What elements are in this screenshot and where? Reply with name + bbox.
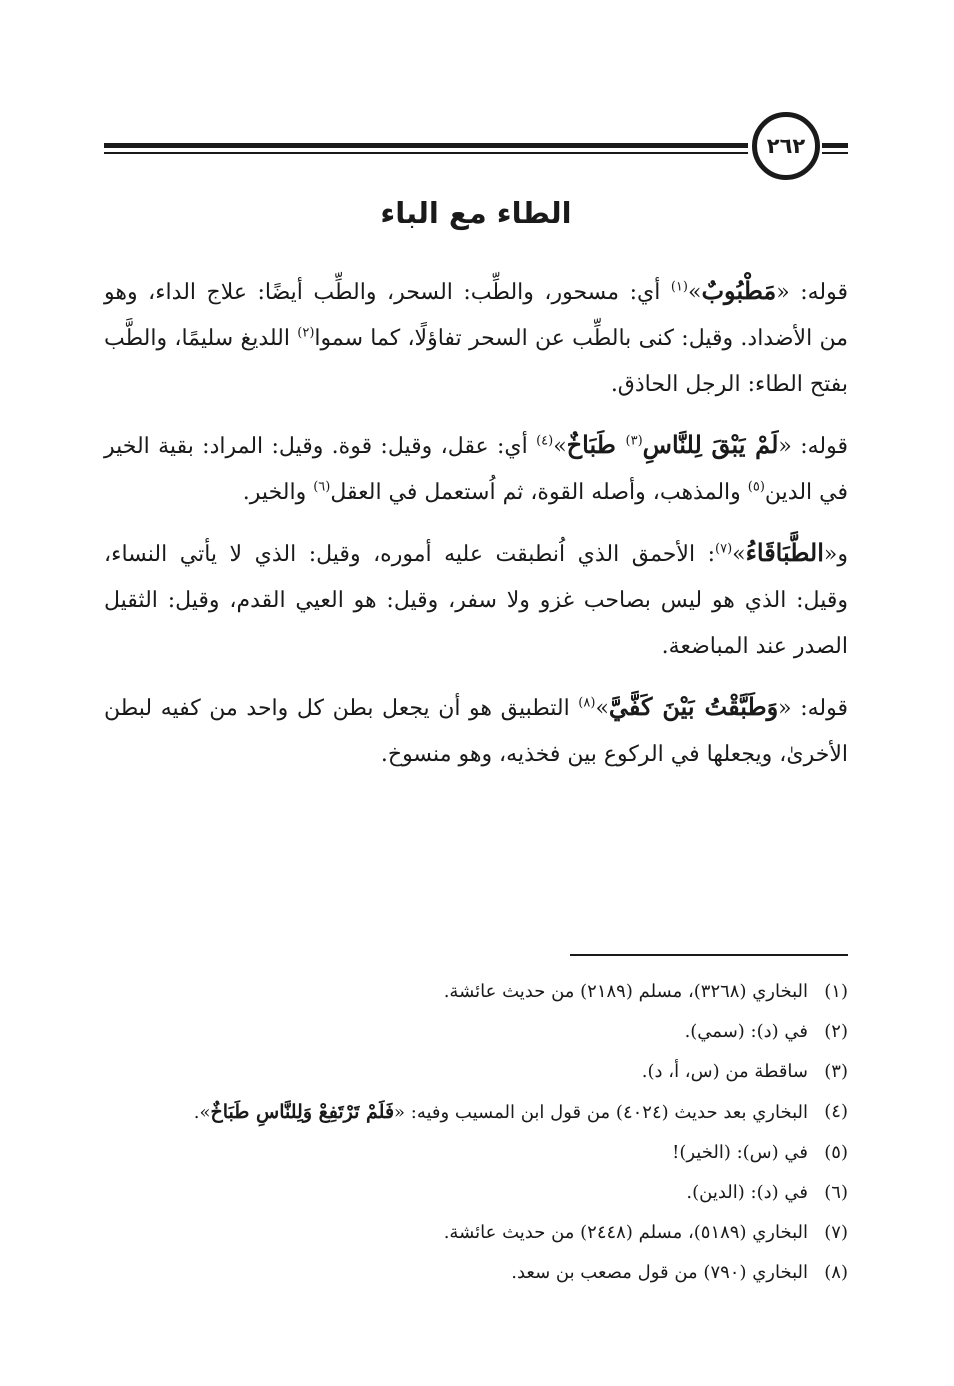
footnote-number: (٥) [824,1142,848,1163]
text-run: » [553,434,567,459]
footnote-7 [104,1213,848,1253]
text-run: التطبيق هو أن يجعل بطن كل واحد من كفيه لبطن الأخرىٰ، ويجعلها في الركوع بين فخذيه، وهو منسوخ. [104,696,848,767]
page-number: ٢٦٢ [752,112,820,180]
footnote-number: (٢) [824,1021,848,1042]
footnote-text [194,1092,808,1133]
section-title: الطاء مع الباء [380,196,572,230]
text-run: والمذهب، وأصله القوة، ثم اُستعمل في العقل [330,480,748,505]
text-run: البخاري بعد حديث (٤٠٢٤) من قول ابن المسيب وفيه: « [394,1102,808,1123]
footnote-ref-7[interactable]: (٧) [715,541,733,557]
paragraph-4 [104,684,848,778]
header-rule-thin [104,152,748,154]
footnote-number: (٨) [824,1262,848,1283]
text-run: اللديغ سليمًا، والطَّب بفتح الطاء: الرجل الحاذق. [104,326,848,397]
keyword: مَطْبُوبٌ [701,276,777,305]
footnote-text: في (د): (الدين). [686,1182,808,1203]
footnote-ref-3[interactable]: (٣) [625,433,643,449]
footnote-ref-4[interactable]: (٤) [536,433,554,449]
footnote-ref-6[interactable]: (٦) [313,479,331,495]
footnote-ref-5[interactable]: (٥) [747,479,765,495]
keyword: لَمْ يَبْقَ لِلنَّاسِ [642,430,779,459]
keyword: فَلَمْ تَرْتَفِعْ وَلِلنَّاسِ طَبَاخٌ [210,1101,395,1123]
footnote-text: ساقطة من (س، أ، د). [641,1061,808,1082]
paragraph-2 [104,422,848,516]
footnote-separator [570,954,848,956]
keyword: الطَّبَاقَاءُ [745,538,824,567]
footnote-1 [104,972,848,1012]
footnote-ref-1[interactable]: (١) [670,279,688,295]
footnote-8 [104,1253,848,1293]
footnote-text: البخاري (٧٩٠) من قول مصعب بن سعد. [511,1262,808,1283]
text-run: ». [193,1102,211,1123]
footnote-text: في (س): (الخير)! [672,1142,808,1163]
footnote-6 [104,1173,848,1213]
header-rule-stub-thin [822,152,848,154]
main-text [104,268,848,792]
footnote-4 [104,1092,848,1133]
footnote-number: (٤) [824,1101,848,1122]
footnote-ref-2[interactable]: (٢) [297,325,315,341]
text-run: قوله: « [776,280,848,305]
header-rule-thick [104,143,748,148]
footnote-number: (٣) [824,1061,848,1082]
footnote-2 [104,1012,848,1052]
text-run: : الأحمق الذي اُنطبقت عليه أموره، وقيل: الذي لا يأتي النساء، وقيل: الذي هو ليس بصاحب غزو ولا سفر، وقيل: هو العيي القدم، وقيل: الثقيل الصدر عند المباضعة. [104,542,848,659]
paragraph-1 [104,268,848,408]
text-run: والخير. [242,480,314,505]
footnote-list [104,972,848,1293]
text-run: و« [823,542,848,567]
footnote-text: البخاري (٥١٨٩)، مسلم (٢٤٤٨) من حديث عائشة. [443,1222,808,1243]
keyword: طَبَاخٌ [566,430,626,459]
footnote-number: (١) [824,981,848,1002]
text-run: أي: عقل، وقيل: قوة. وقيل: المراد: بقية الخير في الدين [104,434,848,505]
footnote-number: (٦) [824,1182,848,1203]
text-run: » [687,280,702,305]
keyword: وَطَبَّقْتُ بَيْنَ كَفَّيَّ [608,692,779,721]
footnote-5 [104,1133,848,1173]
footnote-text: في (د): (سمي). [684,1021,808,1042]
footnote-text: البخاري (٣٢٦٨)، مسلم (٢١٨٩) من حديث عائشة. [443,981,808,1002]
text-run: أي: مسحور، والطِّب: السحر، والطِّب أيضًا: علاج الداء، وهو من الأضداد. وقيل: كنى بالطِّب عن السحر تفاؤلًا، كما سموا [104,280,848,351]
text-run: قوله: « [778,696,848,721]
text-run: » [595,696,609,721]
footnote-number: (٧) [824,1222,848,1243]
page-header [104,112,848,182]
text-run: » [732,542,746,567]
footnote-ref-8[interactable]: (٨) [578,695,596,711]
footnote-3 [104,1052,848,1092]
paragraph-3 [104,530,848,670]
text-run: قوله: « [778,434,848,459]
header-rule-stub [822,143,848,148]
